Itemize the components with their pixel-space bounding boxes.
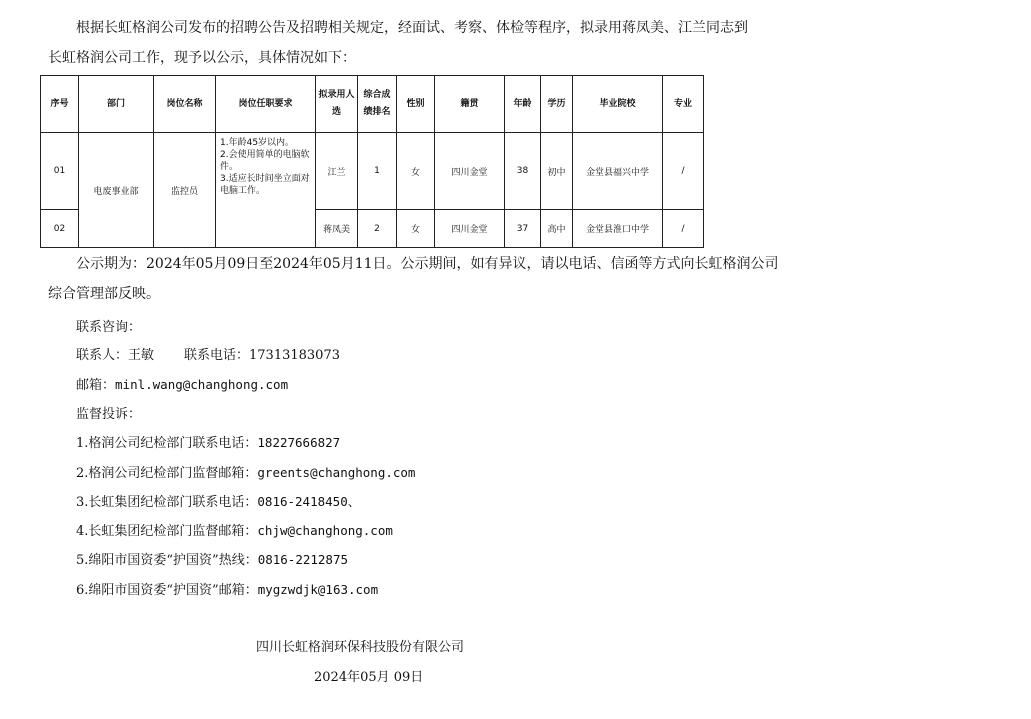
complaint-label: 5.绵阳市国资委“护国资”热线： (76, 553, 258, 568)
complaint-label: 1.格润公司纪检部门联系电话： (76, 436, 258, 451)
cell-candidate: 江兰 (316, 133, 358, 210)
period-line-2: 综合管理部反映。 (48, 286, 160, 302)
cell-school: 金堂县福兴中学 (573, 133, 663, 210)
header-age: 年龄 (505, 76, 541, 133)
cell-gender: 女 (397, 133, 435, 210)
complaint-label: 4.长虹集团纪检部门监督邮箱： (76, 524, 258, 539)
requirement-item: 1.年龄45岁以内。 (220, 138, 295, 148)
complaint-item (76, 579, 378, 598)
cell-rank: 1 (358, 133, 397, 210)
cell-seq: 01 (41, 133, 79, 210)
complaint-value: 0816-2212875 (257, 552, 349, 567)
complaint-item (76, 520, 393, 539)
header-education: 学历 (541, 76, 573, 133)
header-seq: 序号 (41, 76, 79, 133)
table-header-row (41, 76, 704, 133)
complaint-label: 6.绵阳市国资委“护国资”邮箱： (76, 583, 258, 598)
header-candidate: 拟录用人选 (316, 76, 358, 133)
header-school: 毕业院校 (573, 76, 663, 133)
header-origin: 籍贯 (435, 76, 505, 133)
signature-date: 2024年05月 09日 (314, 670, 424, 685)
cell-seq: 02 (41, 210, 79, 248)
cell-major: / (663, 133, 704, 210)
complaint-item (76, 491, 360, 510)
cell-age: 37 (505, 210, 541, 248)
cell-major: / (663, 210, 704, 248)
contact-line (76, 344, 340, 363)
header-dept: 部门 (79, 76, 154, 133)
intro-line-2: 长虹格润公司工作，现予以公示，具体情况如下： (48, 50, 356, 66)
complaint-label: 3.长虹集团纪检部门联系电话： (76, 495, 258, 510)
email-label: 邮箱： (76, 378, 116, 393)
cell-origin: 四川金堂 (435, 210, 505, 248)
cell-position: 监控员 (154, 133, 216, 248)
complaint-value: mygzwdjk@163.com (257, 582, 379, 597)
header-major: 专业 (663, 76, 704, 133)
table-row (41, 133, 704, 210)
complaints-heading: 监督投诉： (76, 407, 142, 422)
cell-origin: 四川金堂 (435, 133, 505, 210)
contact-phone: 联系电话：17313183073 (184, 348, 340, 363)
contact-person: 联系人：王敏 (76, 348, 155, 363)
complaint-value: greents@changhong.com (257, 465, 416, 480)
cell-school: 金堂县淮口中学 (573, 210, 663, 248)
cell-requirements (216, 133, 316, 248)
complaint-item (76, 462, 415, 481)
signature-company: 四川长虹格润环保科技股份有限公司 (256, 640, 465, 655)
complaint-value: chjw@changhong.com (257, 523, 393, 538)
cell-candidate: 蒋凤美 (316, 210, 358, 248)
complaint-item (76, 549, 348, 568)
cell-gender: 女 (397, 210, 435, 248)
requirement-item: 2.会使用简单的电脑软件。 (220, 150, 310, 172)
period-line-1: 公示期为：2024年05月09日至2024年05月11日。公示期间，如有异议，请以电话、信函等方式向长虹格润公司 (76, 256, 779, 272)
hiring-table (40, 75, 704, 248)
contact-email: minl.wang@changhong.com (115, 377, 289, 392)
complaint-value: 18227666827 (257, 435, 341, 450)
cell-education: 高中 (541, 210, 573, 248)
intro-line-1: 根据长虹格润公司发布的招聘公告及招聘相关规定，经面试、考察、体检等程序，拟录用蒋凤美、江兰同志到 (76, 20, 748, 36)
complaint-item (76, 432, 340, 451)
header-gender: 性别 (397, 76, 435, 133)
header-rank: 综合成绩排名 (358, 76, 397, 133)
cell-education: 初中 (541, 133, 573, 210)
contact-heading: 联系咨询： (76, 320, 142, 335)
cell-rank: 2 (358, 210, 397, 248)
complaint-value: 0816-2418450、 (257, 494, 361, 509)
cell-age: 38 (505, 133, 541, 210)
header-position: 岗位名称 (154, 76, 216, 133)
header-requirements: 岗位任职要求 (216, 76, 316, 133)
cell-dept: 电废事业部 (79, 133, 154, 248)
contact-email-line (76, 374, 288, 393)
requirement-item: 3.适应长时间坐立面对电脑工作。 (220, 174, 310, 196)
complaint-label: 2.格润公司纪检部门监督邮箱： (76, 466, 258, 481)
